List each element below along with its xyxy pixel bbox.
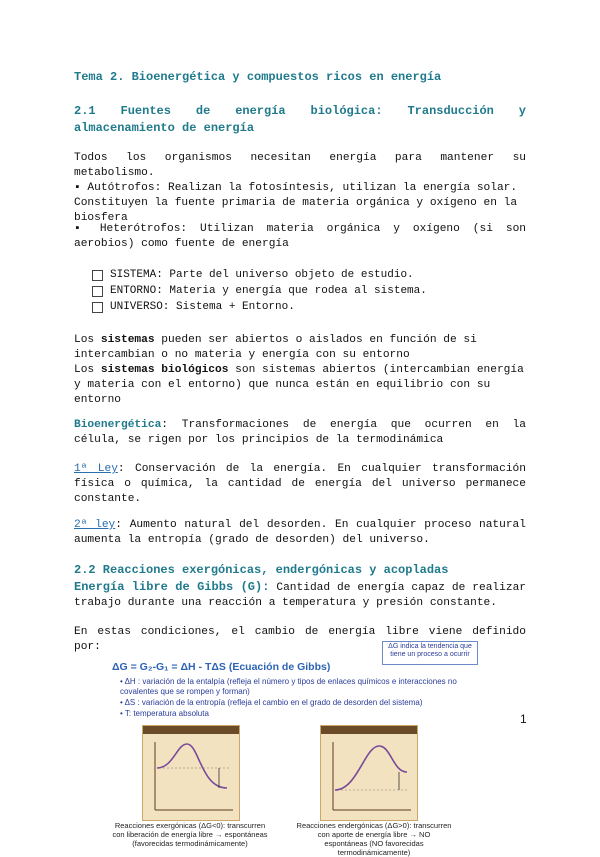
gibbs-equation: ΔG = G₂-G₁ = ΔH - TΔS (Ecuación de Gibbs) bbox=[112, 661, 331, 673]
paragraph-metabolism: Todos los organismos necesitan energía para mantener su metabolismo. bbox=[74, 152, 526, 179]
paragraph-gibbs: Energía libre de Gibbs (G): Cantidad de energía capaz de realizar trabajo durante una reacción a temperatura y presión constante. bbox=[74, 580, 527, 609]
endergonic-energy-curve bbox=[321, 734, 417, 820]
section-heading-2-1: 2.1 Fuentes de energía biológica: Transducción y almacenamiento de energía bbox=[74, 104, 526, 135]
term-entropia: • ΔS : variación de la entropía (refleja el cambio en el grado de desorden del sistema) bbox=[120, 698, 423, 707]
exergonic-graph bbox=[142, 725, 240, 821]
paragraph-heterotrofos: ▪ Heterótrofos: Utilizan materia orgánica y oxígeno (si son aerobios) como fuente de energía bbox=[74, 223, 526, 250]
paragraph-segunda-ley: 2ª ley: Aumento natural del desorden. En cualquier proceso natural aumenta la entropía (grado de desorden) del universo. bbox=[74, 519, 526, 546]
term-bioenergetica: Bioenergética bbox=[74, 419, 162, 431]
definitions-list bbox=[92, 267, 427, 315]
link-segunda-ley[interactable]: 2ª ley bbox=[74, 519, 116, 531]
term-gibbs: Energía libre de Gibbs (G): bbox=[74, 580, 270, 594]
paragraph-bioenergetica: Bioenergética: Transformaciones de energía que ocurren en la célula, se rigen por los principios de la termodinámica bbox=[74, 419, 526, 446]
page-title: Tema 2. Bioenergética y compuestos ricos en energía bbox=[74, 70, 442, 84]
endergonic-graph bbox=[320, 725, 418, 821]
paragraph-condiciones: En estas condiciones, el cambio de energía libre viene definido por: bbox=[74, 626, 526, 653]
definition-entorno: ENTORNO: Materia y energía que rodea al sistema. bbox=[92, 283, 427, 299]
link-primera-ley[interactable]: 1ª Ley bbox=[74, 463, 118, 475]
figure-note: ΔG indica la tendencia que tiene un proceso a ocurrir bbox=[382, 641, 478, 665]
section-heading-2-2: 2.2 Reacciones exergónicas, endergónicas y acopladas bbox=[74, 563, 449, 577]
gibbs-figure bbox=[112, 641, 480, 857]
term-temperatura: • T: temperatura absoluta bbox=[120, 709, 209, 718]
gibbs-terms-list bbox=[120, 677, 480, 720]
checkbox-icon bbox=[92, 286, 103, 297]
checkbox-icon bbox=[92, 270, 103, 281]
definition-sistema: SISTEMA: Parte del universo objeto de estudio. bbox=[92, 267, 427, 283]
page-number: 1 bbox=[520, 712, 527, 726]
caption-endergonic: Reacciones endergónicas (ΔG>0): transcurren con aporte de energía libre → NO espontáneas (NO favorecidas termodinámicamente) bbox=[296, 821, 452, 857]
paragraph-primera-ley: 1ª Ley: Conservación de la energía. En cualquier transformación física o química, la cantidad de energía del universo permanece constante. bbox=[74, 463, 526, 505]
paragraph-autotrofos: ▪ Autótrofos: Realizan la fotosíntesis, utilizan la energía solar. Constituyen la fuente primaria de materia orgánica y oxígeno en la biosfera bbox=[74, 182, 518, 224]
paragraph-sistemas: Los sistemas pueden ser abiertos o aislados en función de si intercambian o no materia y energía con su entorno Los sistemas biológicos son sistemas abiertos (intercambian energía y materia con el entorno) que nunca están en equilibrio con su entorno bbox=[74, 334, 524, 406]
definition-universo: UNIVERSO: Sistema + Entorno. bbox=[92, 299, 427, 315]
term-entalpia: • ΔH : variación de la entalpía (refleja el número y tipos de enlaces químicos e interacciones no covalentes que se rompen y forman) bbox=[120, 677, 457, 696]
checkbox-icon bbox=[92, 302, 103, 313]
caption-exergonic: Reacciones exergónicas (ΔG<0): transcurren con liberación de energía libre → espontáneas (favorecidas termodinámicamente) bbox=[112, 821, 268, 848]
exergonic-energy-curve bbox=[143, 734, 239, 820]
